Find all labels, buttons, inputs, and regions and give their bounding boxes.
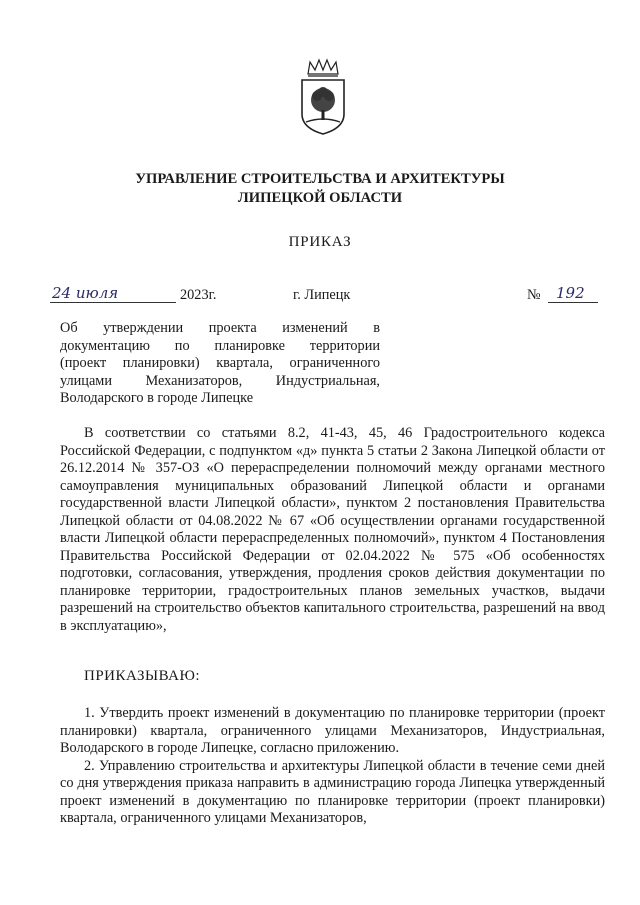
subject-line: Володарского в городе Липецке (60, 390, 254, 406)
date-underline (50, 302, 176, 303)
order-year: 2023г. (180, 287, 217, 303)
preamble-text: В соответствии со статьями 8.2, 41-43, 45, 46 Градостроительного кодекса Российской Федерации, с подпунктом «д» пункта 5 статьи 2 Закона Липецкой области от 26.12.2014 № 357-ОЗ «О перераспределении полномочий между органами местного самоуправления муниципальных образований Липецкой области и органами государственной власти Липецкой области», пунктом 2 постановления Правительства Липецкой области от 04.08.2022 № 67 «Об осуществлении органами государственной власти Липецкой области перераспределенных полномочий», пунктом 4 Постановления Правительства Российской Федерации от 02.04.2022 № 575 «Об особенностях подготовки, согласования, утверждения, продления сроков действия документации по планировке территории, градостроительных планов земельных участков, выдачи разрешений на строительство объектов капитального строительства, разрешений на ввод в эксплуатацию», (60, 425, 605, 634)
order-city: г. Липецк (293, 287, 351, 303)
order-item-2: 2. Управлению строительства и архитектуры Липецкой области в течение семи дней со дня утверждения приказа направить в администрацию города Липецка утвержденный проект изменений в документацию по планировке территории (проект планировки) квартала, ограниченного улицами Механизаторов, (60, 757, 605, 826)
subject-line: документацию по планировке территории (60, 337, 380, 354)
order-word: ПРИКАЗЫВАЮ: (84, 668, 201, 684)
preamble-paragraph (60, 425, 605, 635)
order-item-1: 1. Утвердить проект изменений в документацию по планировке территории (проект планировки) квартала, ограниченного улицами Механизаторов, Индустриальная, Володарского в городе Липецке, согласно приложению. (60, 705, 605, 756)
order-number-handwritten: 192 (556, 284, 585, 302)
coat-of-arms-icon (296, 58, 350, 138)
subject-line: (проект планировки) квартала, ограниченного (60, 355, 380, 371)
order-subject (60, 320, 380, 408)
order-date-handwritten: 24 июля (52, 284, 119, 302)
document-type-title: ПРИКАЗ (288, 234, 352, 250)
order-items (60, 705, 605, 828)
subject-line: Об утверждении проекта изменений в (60, 320, 380, 336)
order-number-label: № (527, 287, 541, 303)
number-underline (548, 302, 598, 303)
organization-name-line2: ЛИПЕЦКОЙ ОБЛАСТИ (237, 190, 403, 206)
subject-line: улицами Механизаторов, Индустриальная, (60, 372, 380, 389)
organization-name-line1: УПРАВЛЕНИЕ СТРОИТЕЛЬСТВА И АРХИТЕКТУРЫ (135, 171, 505, 187)
